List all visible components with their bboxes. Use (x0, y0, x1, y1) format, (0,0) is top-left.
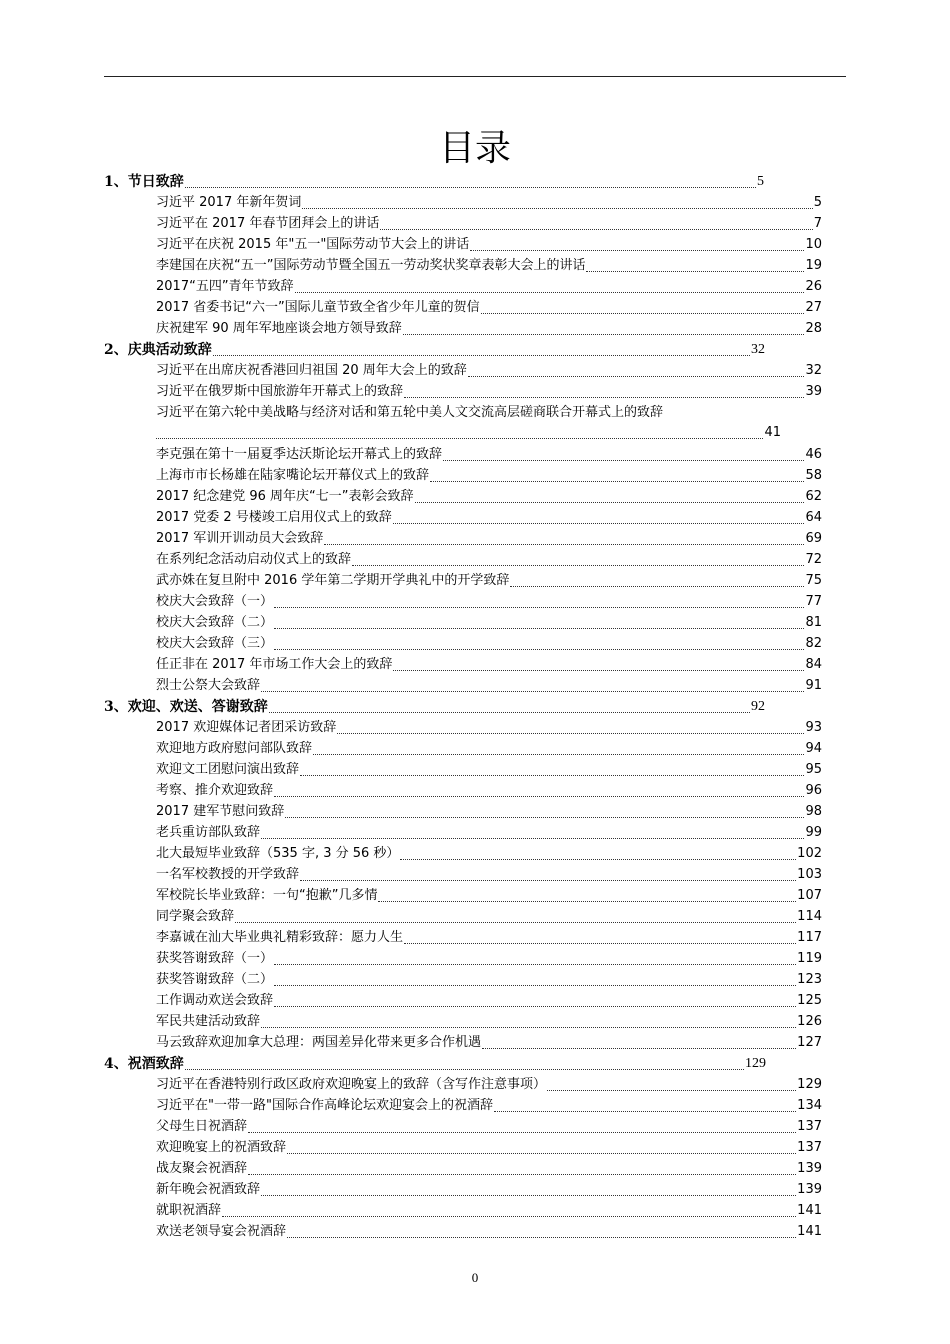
toc-entry[interactable] (156, 550, 822, 570)
dot-leader (547, 1089, 796, 1091)
entry-page: 96 (805, 783, 822, 798)
page-number: 0 (471, 1270, 479, 1285)
toc-entry[interactable] (156, 1033, 822, 1053)
dot-leader (404, 396, 804, 398)
dot-leader (470, 249, 804, 251)
entry-page: 99 (805, 825, 822, 840)
entry-page: 134 (797, 1098, 822, 1113)
entry-title: 2017 欢迎媒体记者团采访致辞 (156, 720, 337, 735)
dot-leader (269, 711, 750, 713)
entry-title: 习近平在 2017 年春节团拜会上的讲话 (156, 216, 380, 231)
entry-title: 同学聚会致辞 (156, 909, 235, 924)
dot-leader (393, 669, 804, 671)
entry-title: 2017 军训开训动员大会致辞 (156, 531, 324, 546)
entry-title: 习近平在俄罗斯中国旅游年开幕式上的致辞 (156, 384, 404, 399)
dot-leader (415, 501, 805, 503)
toc-entry[interactable] (156, 781, 822, 801)
entry-title: 老兵重访部队致辞 (156, 825, 261, 840)
dot-leader (443, 459, 804, 461)
entry-title: 2017 党委 2 号楼竣工启用仪式上的致辞 (156, 510, 392, 525)
entry-page: 46 (805, 447, 822, 462)
toc-entry[interactable] (156, 235, 822, 255)
toc-section-2[interactable] (104, 340, 765, 360)
entry-page: 137 (797, 1140, 822, 1155)
entry-title: 军民共建活动致辞 (156, 1014, 261, 1029)
dot-leader (261, 1194, 796, 1196)
entry-title: 获奖答谢致辞（一） (156, 951, 274, 966)
toc-entry[interactable] (156, 361, 822, 381)
dot-leader (586, 270, 804, 272)
dot-leader (285, 816, 804, 818)
entry-title: 习近平在香港特别行政区政府欢迎晚宴上的致辞（含写作注意事项） (156, 1077, 547, 1092)
dot-leader (352, 564, 804, 566)
toc-entry[interactable] (156, 298, 822, 318)
section-label: 1、节日致辞 (104, 174, 184, 190)
dot-leader (302, 207, 812, 209)
section-page: 92 (751, 699, 765, 714)
entry-page: 27 (805, 300, 822, 315)
entry-title: 在系列纪念活动启动仪式上的致辞 (156, 552, 352, 567)
entry-title: 战友聚会祝酒辞 (156, 1161, 248, 1176)
toc-entry[interactable] (156, 1012, 822, 1032)
dot-leader (324, 543, 804, 545)
toc-entry[interactable] (156, 382, 822, 402)
toc-entry[interactable] (156, 403, 846, 443)
toc-entry[interactable] (156, 1075, 822, 1095)
entry-title: 烈士公祭大会致辞 (156, 678, 261, 693)
entry-title: 任正非在 2017 年市场工作大会上的致辞 (156, 657, 393, 672)
entry-title: 2017“五四”青年节致辞 (156, 279, 294, 294)
entry-page: 93 (805, 720, 822, 735)
toc-entry[interactable] (156, 277, 822, 297)
entry-title: 马云致辞欢迎加拿大总理：两国差异化带来更多合作机遇 (156, 1035, 482, 1050)
toc-entry[interactable] (156, 655, 822, 675)
entry-title: 新年晚会祝酒致辞 (156, 1182, 261, 1197)
toc-entry[interactable] (156, 844, 822, 864)
entry-page: 117 (797, 930, 822, 945)
section-page: 32 (751, 342, 765, 357)
entry-title: 获奖答谢致辞（二） (156, 972, 274, 987)
entry-page: 64 (805, 510, 822, 525)
entry-page: 62 (805, 489, 822, 504)
entry-page: 41 (764, 425, 781, 440)
toc-entry[interactable] (156, 445, 822, 465)
entry-title: 父母生日祝酒辞 (156, 1119, 248, 1134)
dot-leader (261, 837, 804, 839)
entry-page: 119 (797, 951, 822, 966)
toc-entry[interactable] (156, 928, 822, 948)
dot-leader (300, 774, 804, 776)
entry-title: 李建国在庆祝“五一”国际劳动节暨全国五一劳动奖状奖章表彰大会上的讲话 (156, 258, 586, 273)
entry-page: 94 (805, 741, 822, 756)
dot-leader (510, 585, 804, 587)
entry-page: 72 (805, 552, 822, 567)
section-label: 3、欢迎、欢送、答谢致辞 (104, 699, 268, 715)
toc-entry[interactable] (156, 823, 822, 843)
section-page: 129 (745, 1056, 766, 1071)
entry-page: 126 (797, 1014, 822, 1029)
dot-leader (313, 753, 804, 755)
entry-page: 7 (813, 216, 822, 231)
entry-title: 习近平在"一带一路"国际合作高峰论坛欢迎宴会上的祝酒辞 (156, 1098, 493, 1113)
entry-title: 欢送老领导宴会祝酒辞 (156, 1224, 287, 1239)
entry-page: 91 (805, 678, 822, 693)
entry-title: 2017 纪念建党 96 周年庆“七一”表彰会致辞 (156, 489, 414, 504)
dot-leader (481, 312, 805, 314)
toc-entry[interactable] (156, 214, 822, 234)
entry-page: 127 (797, 1035, 822, 1050)
dot-leader (337, 732, 804, 734)
entry-page: 75 (805, 573, 822, 588)
entry-title: 北大最短毕业致辞（535 字, 3 分 56 秒） (156, 846, 400, 861)
section-page: 5 (757, 174, 764, 189)
toc-entry[interactable] (156, 970, 822, 990)
dot-leader (274, 1005, 796, 1007)
entry-page: 139 (797, 1182, 822, 1197)
toc-entry[interactable] (156, 760, 822, 780)
section-label: 2、庆典活动致辞 (104, 342, 212, 358)
toc-entry[interactable] (156, 193, 822, 213)
entry-page: 81 (805, 615, 822, 630)
entry-page: 26 (805, 279, 822, 294)
entry-title: 李克强在第十一届夏季达沃斯论坛开幕式上的致辞 (156, 447, 443, 462)
toc-entry[interactable] (156, 886, 822, 906)
toc-entry[interactable] (156, 739, 822, 759)
entry-title: 武亦姝在复旦附中 2016 学年第二学期开学典礼中的开学致辞 (156, 573, 510, 588)
entry-title: 习近平在庆祝 2015 年"五一"国际劳动节大会上的讲话 (156, 237, 470, 252)
dot-leader (248, 1131, 796, 1133)
dot-leader (400, 858, 796, 860)
entry-title: 欢迎晚宴上的祝酒致辞 (156, 1140, 287, 1155)
dot-leader (274, 606, 804, 608)
toc-entry[interactable] (156, 634, 822, 654)
entry-page: 114 (797, 909, 822, 924)
entry-title: 庆祝建军 90 周年军地座谈会地方领导致辞 (156, 321, 402, 336)
entry-page: 69 (805, 531, 822, 546)
toc-entry[interactable] (156, 865, 822, 885)
entry-title: 校庆大会致辞（二） (156, 615, 274, 630)
entry-title: 李嘉诚在汕大毕业典礼精彩致辞：愿力人生 (156, 930, 404, 945)
dot-leader (185, 186, 756, 188)
dot-leader (287, 1152, 796, 1154)
toc-entry[interactable] (156, 613, 822, 633)
entry-page: 95 (805, 762, 822, 777)
toc-entry[interactable] (156, 949, 822, 969)
entry-title: 习近平在出席庆祝香港回归祖国 20 周年大会上的致辞 (156, 363, 467, 378)
dot-leader (261, 1026, 796, 1028)
dot-leader (156, 437, 763, 439)
dot-leader (222, 1215, 796, 1217)
toc-entry[interactable] (156, 1159, 822, 1179)
dot-leader (468, 375, 805, 377)
entry-page: 137 (797, 1119, 822, 1134)
toc-entry[interactable] (156, 802, 822, 822)
entry-title: 欢迎文工团慰问演出致辞 (156, 762, 300, 777)
toc-section-1[interactable] (104, 172, 764, 192)
toc-entry[interactable] (156, 487, 822, 507)
header-rule (104, 76, 846, 77)
page-title: 目录 (438, 128, 511, 169)
toc-entry[interactable] (156, 571, 822, 591)
entry-page: 103 (797, 867, 822, 882)
toc-entry[interactable] (156, 1096, 822, 1116)
entry-page: 39 (805, 384, 822, 399)
dot-leader (274, 984, 796, 986)
dot-leader (274, 795, 804, 797)
entry-title: 欢迎地方政府慰问部队致辞 (156, 741, 313, 756)
dot-leader (185, 1068, 744, 1070)
dot-leader (393, 522, 805, 524)
dot-leader (380, 228, 812, 230)
toc-entry[interactable] (156, 529, 822, 549)
dot-leader (274, 627, 804, 629)
entry-title: 习近平 2017 年新年贺词 (156, 195, 302, 210)
entry-title: 就职祝酒辞 (156, 1203, 222, 1218)
entry-page: 125 (797, 993, 822, 1008)
entry-page: 129 (797, 1077, 822, 1092)
dot-leader (235, 921, 796, 923)
dot-leader (494, 1110, 796, 1112)
entry-page: 19 (805, 258, 822, 273)
dot-leader (295, 291, 805, 293)
entry-page: 28 (805, 321, 822, 336)
entry-title: 军校院长毕业致辞：一句“抱歉”几多情 (156, 888, 378, 903)
dot-leader (287, 1236, 796, 1238)
entry-page: 10 (805, 237, 822, 252)
toc-entry[interactable] (156, 592, 822, 612)
entry-page: 102 (797, 846, 822, 861)
entry-title: 工作调动欢送会致辞 (156, 993, 274, 1008)
entry-page: 141 (797, 1224, 822, 1239)
toc-entry[interactable] (156, 466, 822, 486)
toc-entry[interactable] (156, 1201, 822, 1221)
entry-title: 2017 省委书记“六一”国际儿童节致全省少年儿童的贺信 (156, 300, 480, 315)
toc-entry[interactable] (156, 718, 822, 738)
entry-page: 141 (797, 1203, 822, 1218)
entry-title: 考察、推介欢迎致辞 (156, 783, 274, 798)
toc-entry[interactable] (156, 1117, 822, 1137)
section-label: 4、祝酒致辞 (104, 1056, 184, 1072)
dot-leader (274, 963, 796, 965)
entry-title: 上海市市长杨雄在陆家嘴论坛开幕仪式上的致辞 (156, 468, 430, 483)
dot-leader (274, 648, 804, 650)
dot-leader (213, 354, 750, 356)
toc-entry[interactable] (156, 319, 822, 339)
toc-section-3[interactable] (104, 697, 765, 717)
entry-page: 98 (805, 804, 822, 819)
toc-entry[interactable] (156, 676, 822, 696)
entry-title: 校庆大会致辞（一） (156, 594, 274, 609)
entry-page: 77 (805, 594, 822, 609)
entry-title: 习近平在第六轮中美战略与经济对话和第五轮中美人文交流高层磋商联合开幕式上的致辞 (156, 405, 664, 420)
entry-page: 123 (797, 972, 822, 987)
toc-entry[interactable] (156, 907, 822, 927)
dot-leader (403, 333, 805, 335)
toc-entry[interactable] (156, 1138, 822, 1158)
entry-page: 32 (805, 363, 822, 378)
toc-entry[interactable] (156, 1222, 822, 1242)
dot-leader (248, 1173, 796, 1175)
entry-page: 107 (797, 888, 822, 903)
entry-title: 2017 建军节慰问致辞 (156, 804, 285, 819)
toc-entry[interactable] (156, 991, 822, 1011)
toc-entry[interactable] (156, 508, 822, 528)
entry-page: 82 (805, 636, 822, 651)
toc-section-4[interactable] (104, 1054, 766, 1074)
toc-entry[interactable] (156, 1180, 822, 1200)
dot-leader (430, 480, 804, 482)
dot-leader (378, 900, 796, 902)
entry-page: 84 (805, 657, 822, 672)
dot-leader (300, 879, 796, 881)
entry-page: 139 (797, 1161, 822, 1176)
entry-title: 一名军校教授的开学致辞 (156, 867, 300, 882)
entry-page: 58 (805, 468, 822, 483)
dot-leader (261, 690, 804, 692)
dot-leader (482, 1047, 796, 1049)
entry-title: 校庆大会致辞（三） (156, 636, 274, 651)
dot-leader (404, 942, 796, 944)
toc-entry[interactable] (156, 256, 822, 276)
entry-page: 5 (813, 195, 822, 210)
